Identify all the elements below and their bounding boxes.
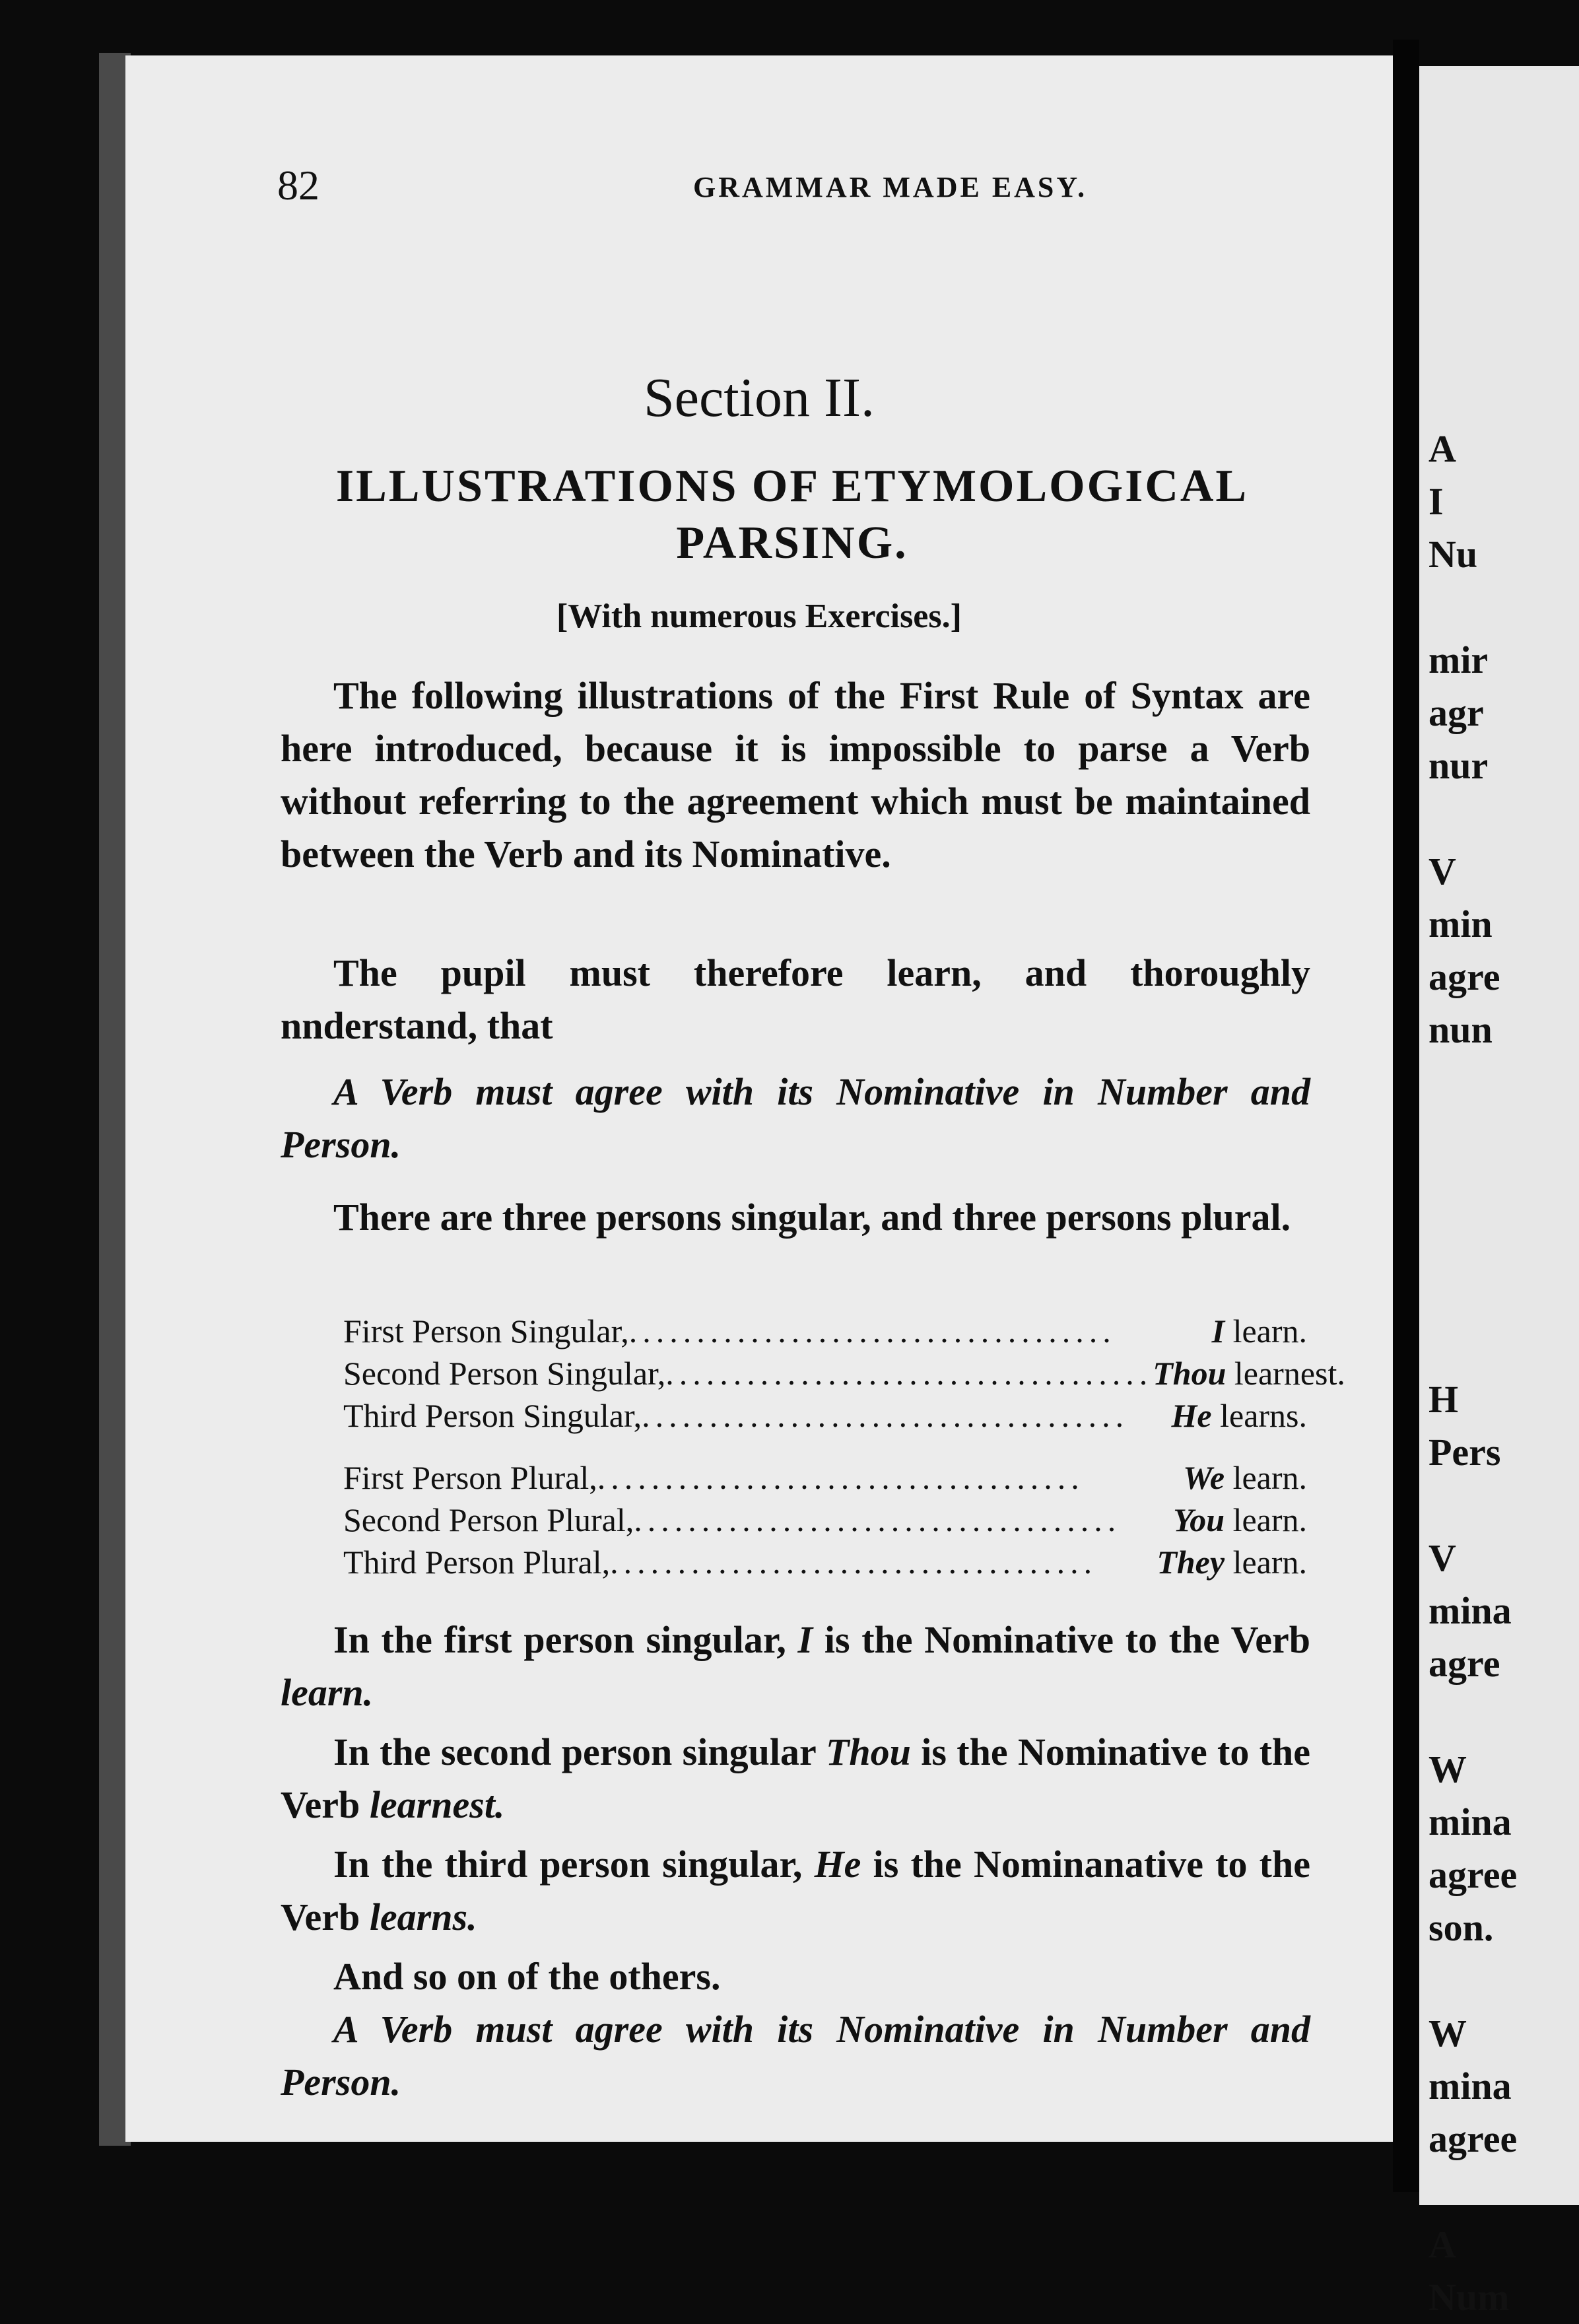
conjugation-row [343,1499,1307,1541]
right-page-line [1428,2166,1517,2218]
right-page-line: I [1428,480,1444,523]
leader-dots: .................................... [665,1355,1153,1392]
pronoun: We [1183,1459,1225,1496]
right-page-line: Pers [1428,1431,1501,1474]
page-header [277,161,1393,214]
pronoun: He [1171,1397,1212,1434]
verb: learns. [1220,1397,1307,1434]
leader-dots: .................................... [634,1501,1122,1538]
right-page-line [1428,1690,1517,1743]
right-page-line: agr [1428,691,1484,734]
right-page-line: V [1428,1536,1456,1579]
text-run: is the Nominanative to the Verb [281,1843,1310,1938]
paragraph-text [281,1726,1310,1831]
right-page-line: mir [1428,638,1489,681]
right-page-fragment [1419,66,1579,2319]
right-page-line [1428,581,1517,634]
emphasis: Thou [825,1730,911,1773]
rule-text: A Verb must agree with its Nominative in Number and Person. [281,2008,1310,2103]
running-head: GRAMMAR MADE EASY. [693,171,1088,203]
right-page-line: nun [1428,1008,1493,1051]
verb: learn. [1232,1313,1307,1350]
person-label: First Person Singular, [343,1313,629,1350]
right-page-line [1428,1479,1517,1532]
right-page-line [1428,1056,1517,1109]
conjugation-row [343,1541,1307,1583]
rule-statement [281,1066,1310,1171]
person-label: First Person Plural, [343,1459,597,1496]
paragraph-pupil [281,947,1310,1052]
group-gap [343,1437,1307,1456]
leader-dots: .................................... [610,1544,1098,1581]
left-page [125,55,1393,2142]
emphasis: I [797,1618,813,1661]
pronoun: I [1211,1313,1225,1350]
pronoun: They [1157,1544,1225,1581]
text-run: is the Nominative to the Verb [813,1618,1310,1661]
right-page-line [1428,1320,1517,1373]
verb-form [1173,1499,1307,1541]
text-run: In the second person singular [333,1730,826,1773]
paragraph-text [281,1614,1310,1719]
paragraph-second-person [281,1726,1310,1831]
book-gutter [1393,40,1419,2192]
right-page-line: agree [1428,2117,1518,2160]
verb: learn. [1232,1501,1307,1538]
right-page-line [1428,792,1517,845]
chapter-heading: ILLUSTRATIONS OF ETYMOLOGICAL PARSING. [335,461,1249,568]
leader-dots: .................................... [642,1397,1129,1434]
right-page-line: nur [1428,744,1489,787]
text-run: In the first person singular, [333,1618,798,1661]
paragraph-first-person [281,1614,1310,1719]
paragraph-text: There are three persons singular, and three persons plural. [333,1196,1291,1239]
conjugation-table [343,1310,1345,1583]
paragraph-text: The following illustrations of the First Rule of Syntax are here introduced, because it is impossible to parse a Verb without referring to the agreement which must be maintained between the Verb and its Nominative. [281,674,1310,875]
conjugation-row [343,1456,1307,1499]
paragraph-text: And so on of the others. [333,1955,721,1998]
paragraph-text [281,1838,1310,1944]
rule-statement-repeat [281,2003,1310,2109]
right-page-line [1428,1162,1517,1215]
verb-form [1153,1352,1345,1394]
right-page-text [1428,423,1517,2324]
verb-form [1172,1394,1307,1437]
right-page-line: Nu [1428,533,1478,576]
leader-dots: .................................... [628,1313,1116,1350]
right-page-line: H [1428,1378,1459,1421]
verb-form [1212,1310,1307,1352]
right-page-line: mina [1428,2065,1512,2107]
right-page-line [1428,1215,1517,1268]
right-page-line: mina [1428,1589,1512,1632]
leader-dots: .................................... [597,1459,1085,1496]
page-number: 82 [277,162,319,209]
verb: learn. [1232,1544,1307,1581]
emphasis: learns. [369,1896,477,1938]
pronoun: You [1173,1501,1225,1538]
text-run: is the Nominative to the Verb [281,1730,1310,1826]
paragraph-intro [281,669,1310,881]
verb: learn. [1232,1459,1307,1496]
right-page-line: mina [1428,1800,1512,1843]
right-page-line: agre [1428,955,1500,998]
right-page-line [1428,1954,1517,2007]
right-page-line: V [1428,850,1456,893]
right-page-line: agre [1428,1642,1500,1685]
pronoun: Thou [1153,1355,1226,1392]
right-page-line [1428,1268,1517,1320]
paragraph-third-person [281,1838,1310,1944]
verb-form [1157,1541,1307,1583]
verb: learnest. [1234,1355,1345,1392]
right-page-line: A [1428,2223,1456,2266]
person-label: Third Person Singular, [343,1397,642,1434]
conjugation-row [343,1352,1345,1394]
right-page-line: son. [1428,1906,1494,1949]
rule-text: A Verb must agree with its Nominative in Number and Person. [281,1070,1310,1166]
right-page-line: W [1428,2012,1467,2055]
emphasis: learn. [281,1671,374,1714]
emphasis: learnest. [369,1783,505,1826]
right-page-line: min [1428,903,1493,945]
section-title: Section II. [644,367,875,428]
paragraph-text: The pupil must therefore learn, and thoroughly nnderstand, that [281,951,1310,1047]
right-page-line [1428,1109,1517,1162]
right-page-line: W [1428,1748,1467,1791]
right-page-line: agree [1428,1853,1518,1896]
conjugation-row [343,1310,1307,1352]
paragraph-others [281,1950,1310,2003]
person-label: Second Person Singular, [343,1355,666,1392]
paragraph-persons [281,1191,1310,1244]
person-label: Third Person Plural, [343,1544,611,1581]
right-page-line: Num [1428,2276,1510,2319]
conjugation-row [343,1394,1307,1437]
right-page-line: A [1428,427,1456,470]
section-subtitle: [With numerous Exercises.] [556,598,962,635]
verb-form [1183,1456,1307,1499]
emphasis: He [814,1843,861,1886]
person-label: Second Person Plural, [343,1501,634,1538]
text-run: In the third person singular, [333,1843,815,1886]
